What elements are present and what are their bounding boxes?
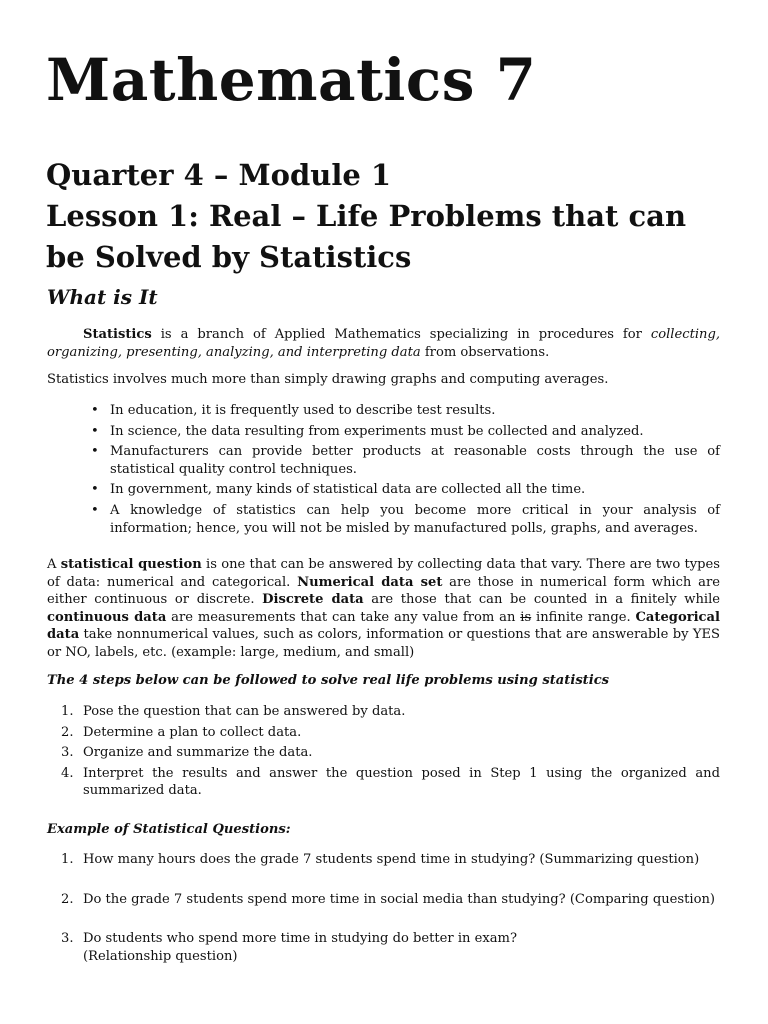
term-numerical-data-set: Numerical data set <box>297 574 443 590</box>
step-text: Determine a plan to collect data. <box>83 724 302 740</box>
page-title: Mathematics 7 <box>46 46 537 114</box>
examples-list <box>47 851 720 965</box>
term-discrete-data: Discrete data <box>262 592 364 608</box>
example-item <box>47 891 720 909</box>
bullet-item <box>47 423 720 441</box>
term-continuous-data: continuous data <box>47 609 167 625</box>
term-statistical-question: statistical question <box>60 557 202 572</box>
bullet-text: In education, it is frequently used to describe test results. <box>110 403 496 418</box>
struck-word: is <box>520 609 532 625</box>
step-item <box>47 703 720 721</box>
term-categorical-data: Categorical data <box>47 609 720 643</box>
definition-text: A <box>47 557 61 572</box>
step-number: 1. <box>61 704 74 719</box>
bullet-marker: • <box>91 482 99 498</box>
steps-heading: The 4 steps below can be followed to solve real life problems using statistics <box>47 673 610 688</box>
definition-text: infinite range. <box>531 609 636 625</box>
example-text: How many hours does the grade 7 students spend time in studying? (Summarizing question) <box>83 852 700 867</box>
step-text: Pose the question that can be answered by data. <box>83 704 406 719</box>
bullet-marker: • <box>91 423 99 439</box>
definition-text: are measurements that can take any value from an <box>166 609 521 625</box>
example-text: Do the grade 7 students spend more time in social media than studying? (Comparing question) <box>83 891 716 907</box>
step-number: 4. <box>61 765 74 781</box>
section-heading: What is It <box>47 285 158 309</box>
bullet-marker: • <box>91 444 99 460</box>
bullet-text: In government, many kinds of statistical data are collected all the time. <box>110 482 586 498</box>
step-text: Interpret the results and answer the question posed in Step 1 using the organized and summarized data. <box>83 765 720 799</box>
example-number: 3. <box>61 931 74 947</box>
intro-term: Statistics <box>83 327 152 342</box>
uses-bullet-list <box>47 402 720 537</box>
example-qualifier: (Relationship question) <box>83 948 238 964</box>
definition-text: are those that can be counted in a finitely while <box>363 592 721 608</box>
bullet-text: In science, the data resulting from experiments must be collected and analyzed. <box>110 423 644 439</box>
bullet-item <box>47 502 720 537</box>
step-text: Organize and summarize the data. <box>83 745 313 761</box>
intro-emphasis: collecting, organizing, presenting, analyzing, and interpreting data <box>47 327 720 360</box>
example-item <box>47 930 720 965</box>
definition-text: are those in numerical form which are either continuous or discrete. <box>47 574 720 608</box>
bullet-text: Manufacturers can provide better products at reasonable costs through the use of statistical quality control techniques. <box>110 444 720 477</box>
bullet-item <box>47 402 720 420</box>
bullet-marker: • <box>91 502 99 518</box>
definition-text: take nonnumerical values, such as colors, information or questions that are answerable by YES or NO, labels, etc. (example: large, medium, and small) <box>47 627 720 660</box>
bullet-item <box>47 443 720 478</box>
step-item <box>47 765 720 800</box>
example-number: 2. <box>61 891 74 907</box>
bullet-item <box>47 481 720 499</box>
intro-text-2: from observations. <box>420 344 550 360</box>
step-item <box>47 744 720 762</box>
bullet-text: A knowledge of statistics can help you become more critical in your analysis of information; hence, you will not be misled by manufactured polls, graphs, and averages. <box>110 502 720 536</box>
example-number: 1. <box>61 852 74 867</box>
intro-text-1: is a branch of Applied Mathematics specializing in procedures for <box>151 327 651 342</box>
example-text: Do students who spend more time in studying do better in exam? <box>83 931 517 947</box>
examples-heading: Example of Statistical Questions: <box>47 822 291 837</box>
bullet-marker: • <box>91 403 99 418</box>
step-item <box>47 724 720 742</box>
lesson-title-line-2: be Solved by Statistics <box>46 240 412 274</box>
steps-list <box>47 703 720 800</box>
definitions-paragraph <box>47 556 720 662</box>
intro-paragraph <box>47 326 720 361</box>
step-number: 3. <box>61 745 74 761</box>
example-item <box>47 851 720 869</box>
step-number: 2. <box>61 724 74 740</box>
lesson-title-line-1: Lesson 1: Real – Life Problems that can <box>46 199 687 233</box>
module-heading: Quarter 4 – Module 1 <box>46 158 392 192</box>
involves-paragraph: Statistics involves much more than simply drawing graphs and computing averages. <box>47 372 609 387</box>
definition-text: is one that can be answered by collecting data that vary. There are two types of data: numerical and categorical. <box>47 557 720 590</box>
